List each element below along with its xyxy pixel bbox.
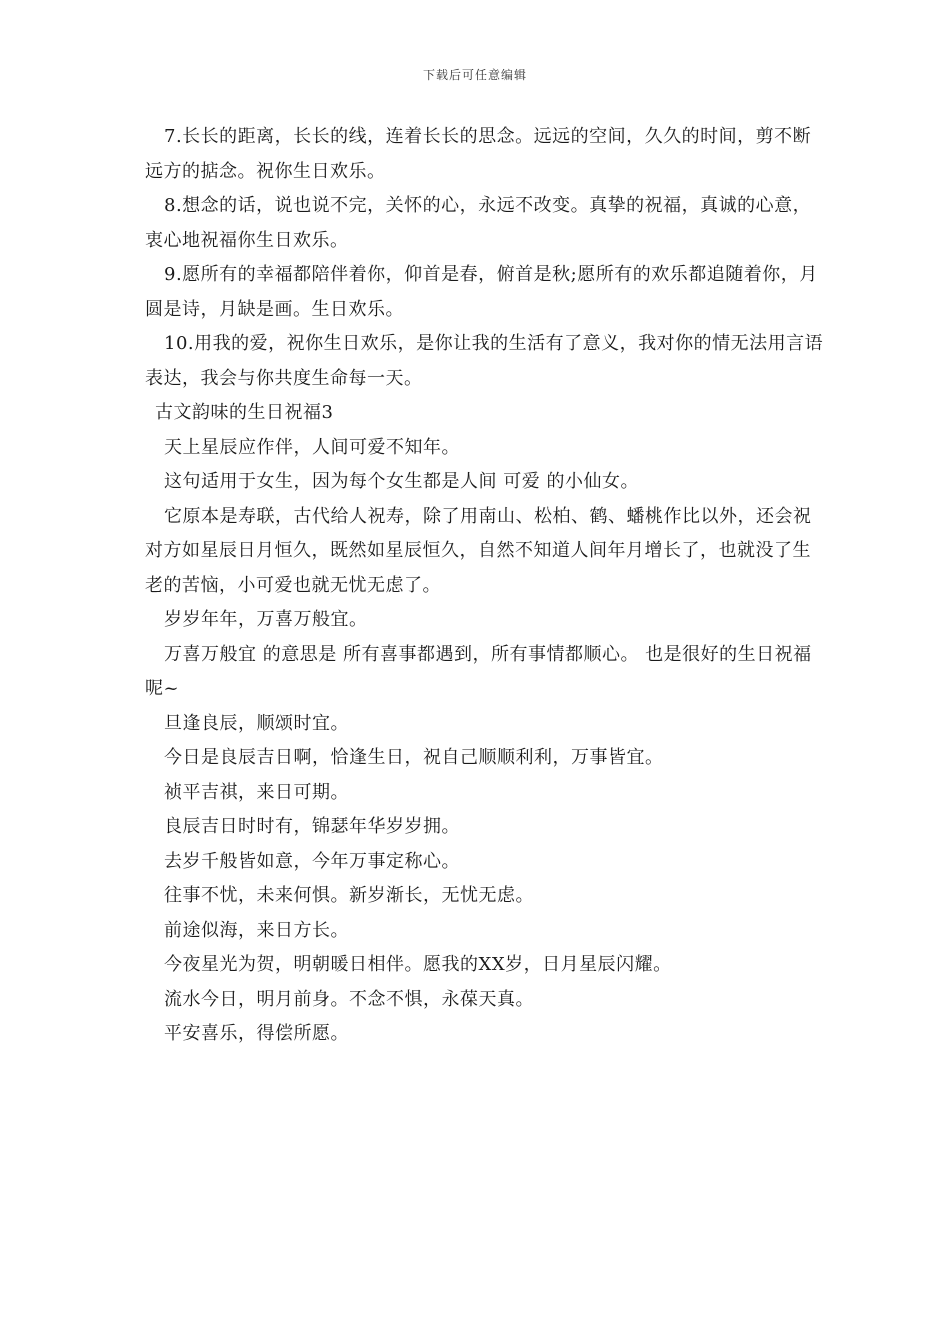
- section-paragraph: 流水今日，明月前身。不念不惧，永葆天真。: [164, 988, 534, 1010]
- section-paragraph: 它原本是寿联，古代给人祝寿，除了用南山、松柏、鹤、蟠桃作比以外，还会祝对方如星辰日月恒久，既然如星辰恒久，自然不知道人间年月增长了，也就没了生老的苦恼，小可爱也就无忧无虑了。: [145, 505, 812, 596]
- section-paragraph: 这句适用于女生，因为每个女生都是人间 可爱 的小仙女。: [164, 471, 639, 492]
- section-paragraph: 去岁千般皆如意，今年万事定称心。: [164, 850, 460, 872]
- document-body: [145, 120, 825, 1052]
- paragraph-9: 9.愿所有的幸福都陪伴着你，仰首是春，俯首是秋;愿所有的欢乐都追随着你，月圆是诗，月缺是画。生日欢乐。: [145, 264, 818, 320]
- section-paragraph: 今日是良辰吉日啊，恰逢生日，祝自己顺顺利利，万事皆宜。: [164, 747, 664, 768]
- paragraph-7: 7.长长的距离，长长的线，连着长长的思念。远远的空间，久久的时间，剪不断远方的掂念。祝你生日欢乐。: [145, 126, 812, 182]
- section-paragraph: 旦逢良辰，顺颂时宜。: [164, 712, 349, 734]
- paragraph-8: 8.想念的话，说也说不完，关怀的心，永远不改变。真挚的祝福，真诚的心意，衷心地祝福你生日欢乐。: [145, 195, 812, 251]
- section-paragraph: 良辰吉日时时有，锦瑟年华岁岁拥。: [164, 816, 460, 837]
- section-paragraph: 平安喜乐，得偿所愿。: [164, 1023, 349, 1044]
- section-paragraph: 今夜星光为贺，明朝暖日相伴。愿我的XX岁，日月星辰闪耀。: [164, 954, 672, 975]
- section-paragraph: 前途似海，来日方长。: [164, 919, 349, 941]
- section-heading: 古文韵味的生日祝福3: [155, 402, 334, 423]
- section-paragraph: 万喜万般宜 的意思是 所有喜事都遇到，所有事情都顺心。 也是很好的生日祝福呢~: [145, 643, 812, 699]
- section-paragraph: 天上星辰应作伴，人间可爱不知年。: [164, 436, 460, 458]
- section-paragraph: 往事不忧，未来何惧。新岁渐长，无忧无虑。: [164, 885, 534, 906]
- paragraph-10: 10.用我的爱，祝你生日欢乐，是你让我的生活有了意义，我对你的情无法用言语表达，我会与你共度生命每一天。: [145, 333, 824, 389]
- page-header: 下载后可任意编辑: [422, 68, 527, 82]
- section-paragraph: 岁岁年年，万喜万般宜。: [164, 609, 368, 630]
- section-paragraph: 祯平吉祺，来日可期。: [164, 781, 349, 803]
